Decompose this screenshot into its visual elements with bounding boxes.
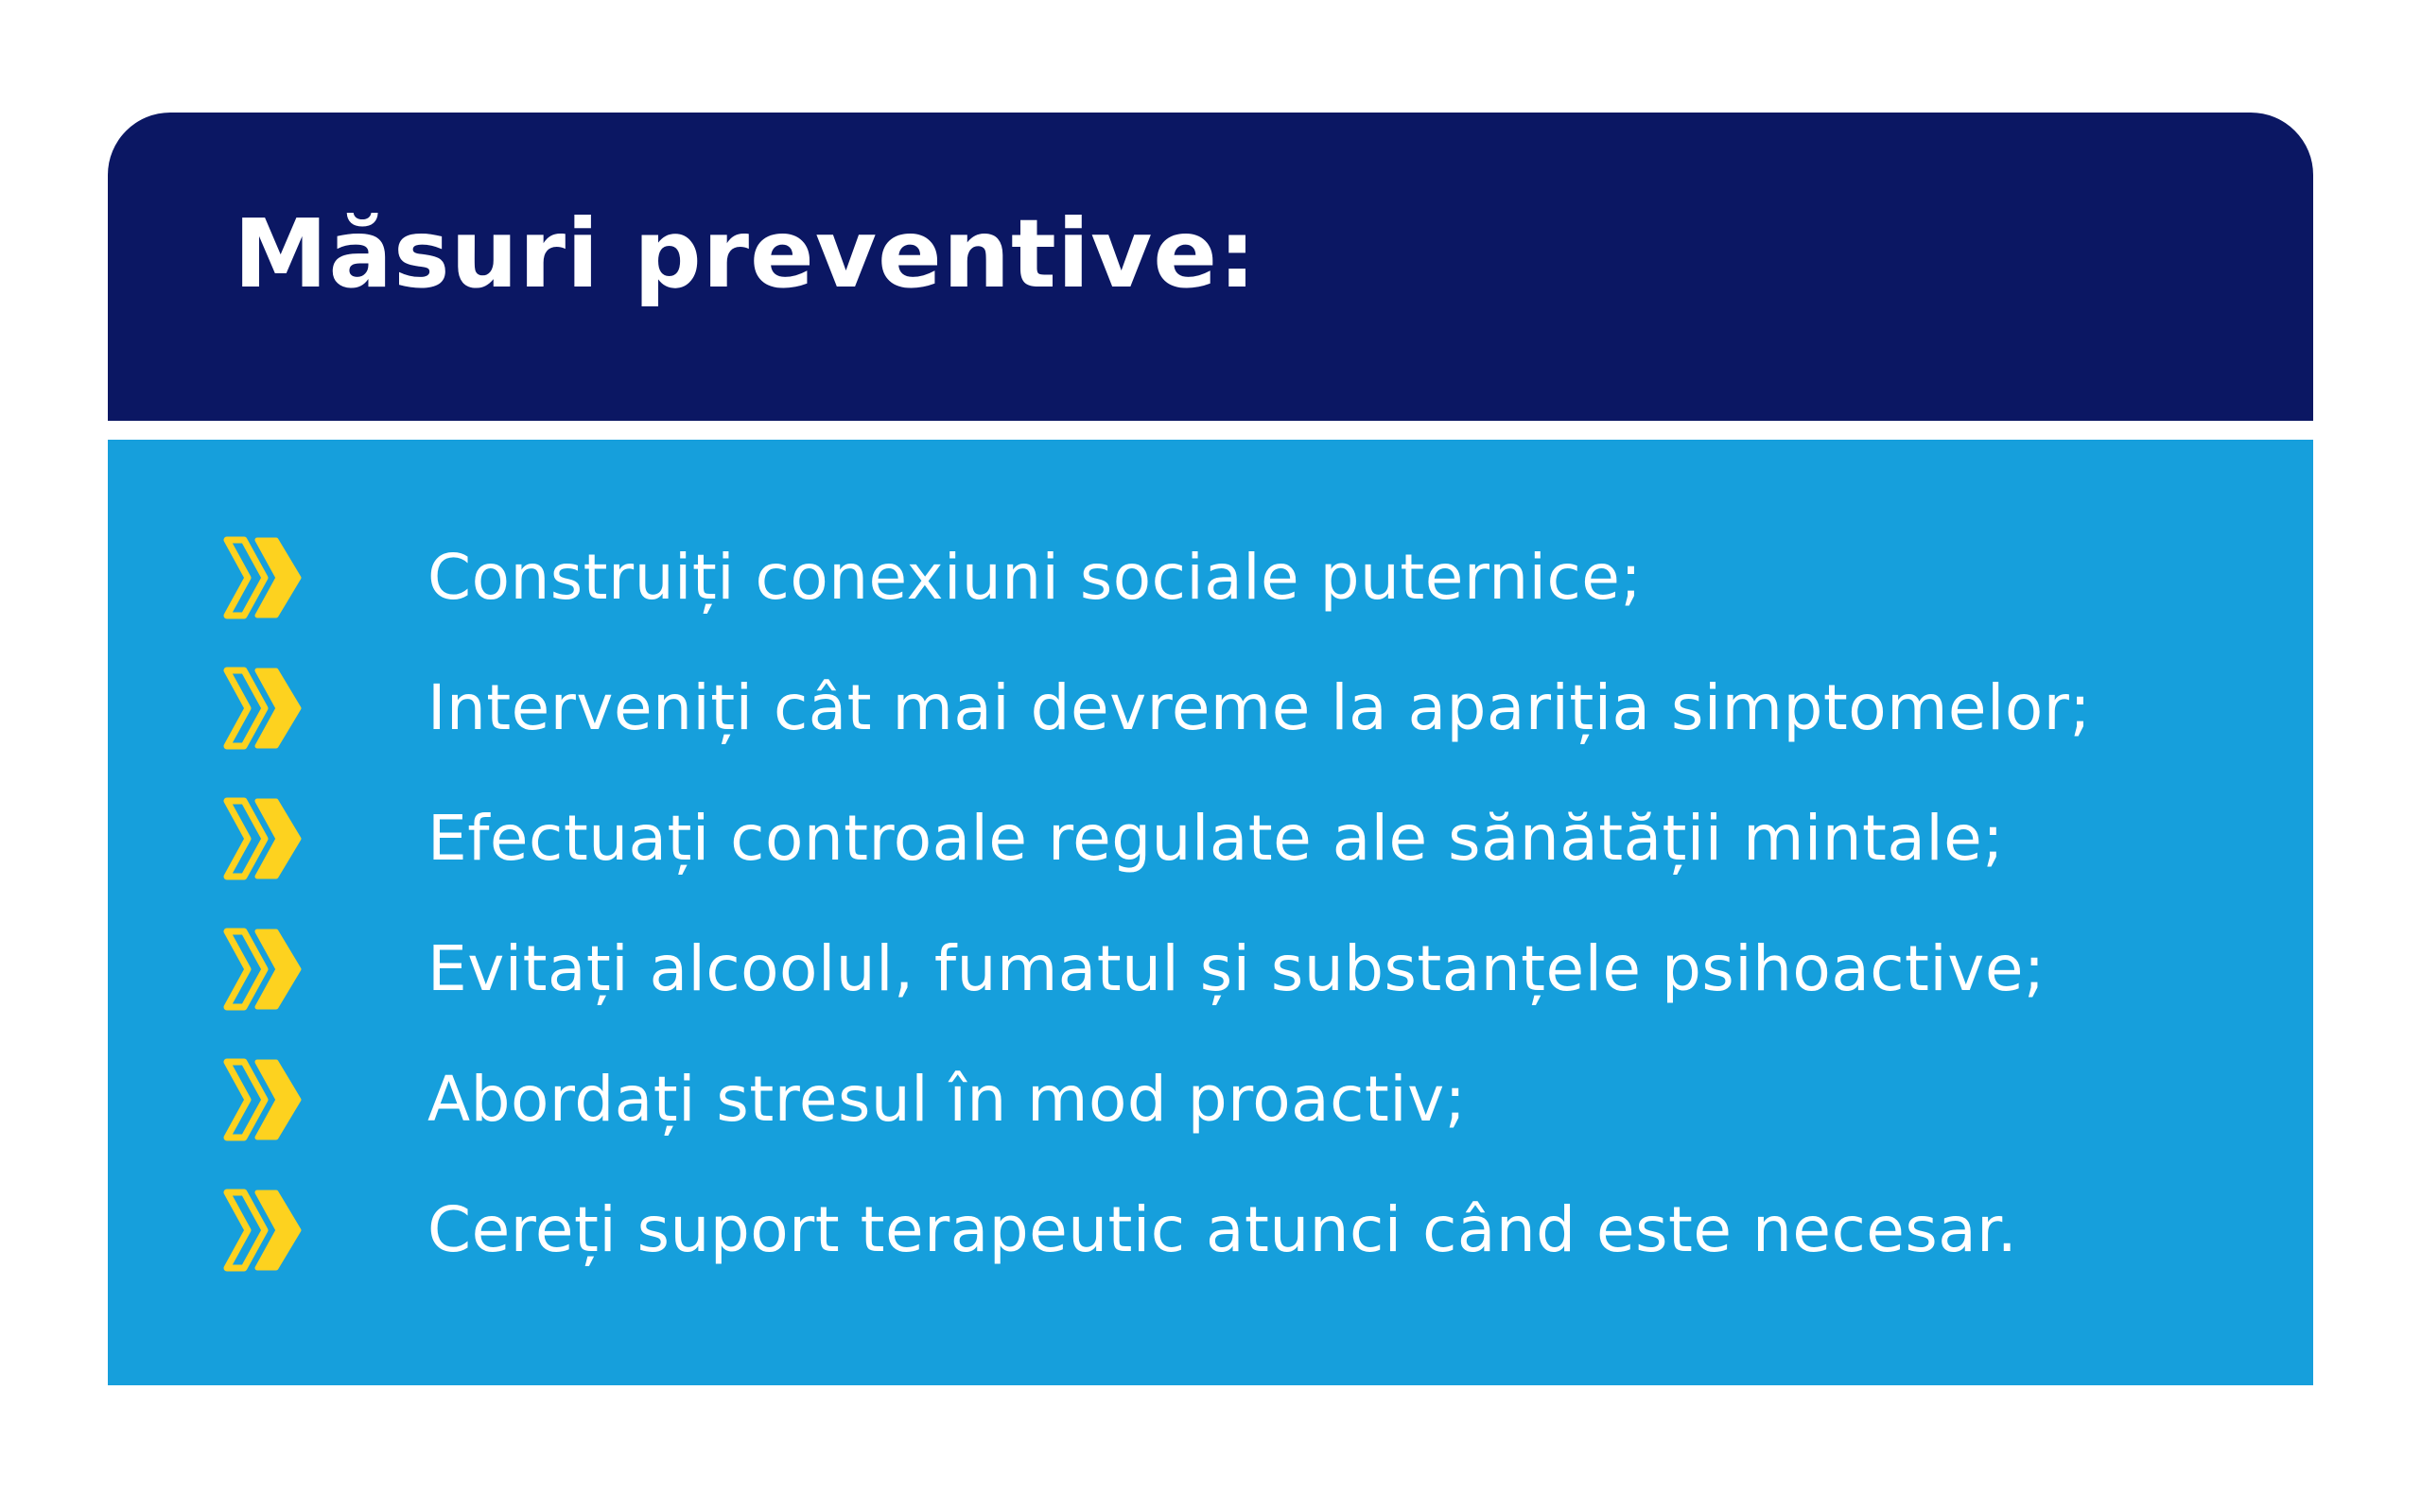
double-chevron-right-icon bbox=[214, 1185, 305, 1276]
list-item bbox=[108, 907, 2313, 1037]
header-divider bbox=[108, 421, 2313, 440]
measure-list bbox=[108, 515, 2313, 1298]
preventive-measures-card bbox=[108, 113, 2313, 1385]
list-item bbox=[108, 515, 2313, 646]
list-item bbox=[108, 1168, 2313, 1298]
list-item-text: Efectuați controale regulate ale sănătății mintale; bbox=[427, 802, 2005, 875]
list-item-text: Cereți suport terapeutic atunci când este necesar. bbox=[427, 1193, 2018, 1266]
list-item bbox=[108, 1037, 2313, 1168]
card-body bbox=[108, 440, 2313, 1385]
list-item-text: Abordați stresul în mod proactiv; bbox=[427, 1063, 1467, 1136]
double-chevron-right-icon bbox=[214, 1054, 305, 1145]
card-header bbox=[108, 113, 2313, 421]
list-item bbox=[108, 776, 2313, 907]
double-chevron-right-icon bbox=[214, 793, 305, 884]
double-chevron-right-icon bbox=[214, 924, 305, 1015]
list-item-text: Evitați alcoolul, fumatul și substanțele psihoactive; bbox=[427, 932, 2046, 1005]
list-item bbox=[108, 646, 2313, 776]
double-chevron-right-icon bbox=[214, 663, 305, 754]
card-title: Măsuri preventive: bbox=[234, 199, 1258, 309]
list-item-text: Construiți conexiuni sociale puternice; bbox=[427, 541, 1643, 614]
list-item-text: Interveniți cât mai devreme la apariția simptomelor; bbox=[427, 671, 2092, 744]
double-chevron-right-icon bbox=[214, 532, 305, 623]
